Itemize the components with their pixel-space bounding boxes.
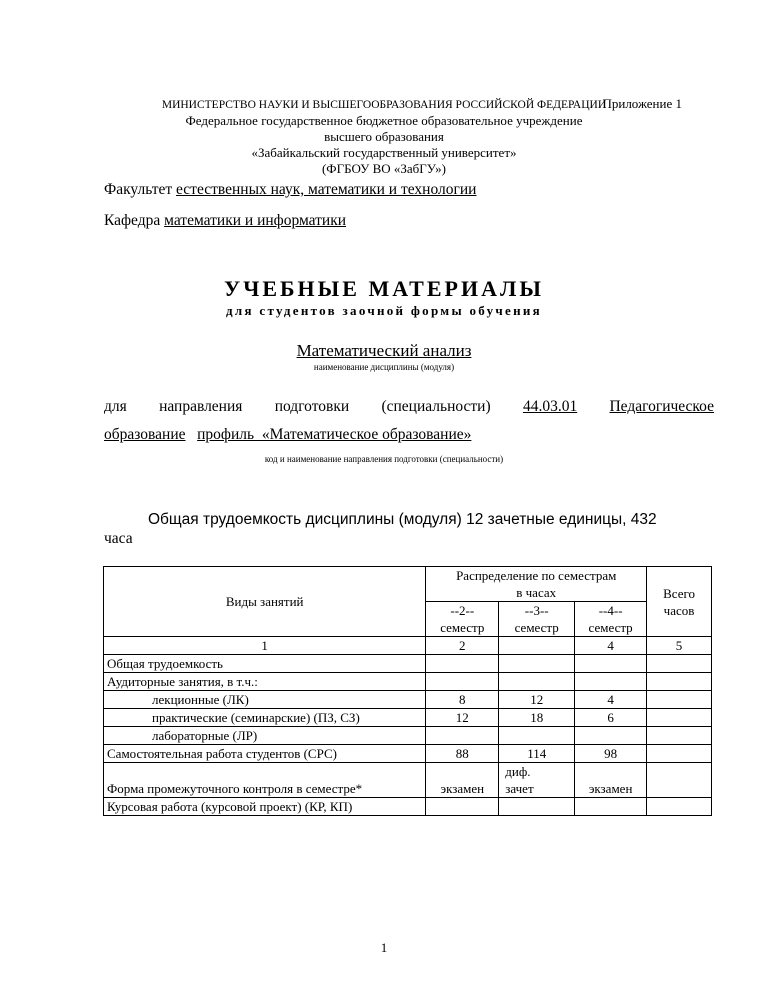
faculty-value: естественных наук, математики и технологии <box>176 181 477 198</box>
table-row <box>104 673 712 691</box>
control-total <box>647 763 712 798</box>
ministry-name: МИНИСТЕРСТВО НАУКИ И ВЫСШЕГООБРАЗОВАНИЯ РОССИЙСКОЙ ФЕДЕРАЦИИ <box>161 99 607 111</box>
semester-2-num: --2-- <box>450 603 475 618</box>
course-sem2 <box>426 798 499 816</box>
row-label: Общая трудоемкость <box>104 655 426 673</box>
row-label: Самостоятельная работа студентов (СРС) <box>104 745 426 763</box>
control-row <box>104 763 712 798</box>
course-sem4 <box>575 798 647 816</box>
semester-2-header <box>426 602 499 637</box>
control-sem3-line2: зачет <box>505 781 534 796</box>
cell-sem2 <box>426 655 499 673</box>
header-total-line1: Всего <box>663 585 695 601</box>
cell-sem2: 8 <box>426 691 499 709</box>
table-row <box>104 709 712 727</box>
header-distribution-line1: Распределение по семестрам <box>456 568 617 583</box>
semester-4-header <box>575 602 647 637</box>
total-workload-line1: Общая трудоемкость дисциплины (модуля) 12 зачетные единицы, 432 <box>148 511 657 528</box>
semester-3-header <box>499 602 575 637</box>
cell-sem3 <box>499 655 575 673</box>
control-sem3 <box>499 763 575 798</box>
cell-sem3: 114 <box>499 745 575 763</box>
direction-word: для <box>104 398 127 415</box>
cell-sem4 <box>575 727 647 745</box>
control-sem2: экзамен <box>426 763 499 798</box>
cell-sem2 <box>426 727 499 745</box>
document-subtitle: для студентов заочной формы обучения <box>226 303 542 318</box>
table-row <box>104 655 712 673</box>
header-total-line2: часов <box>663 602 695 618</box>
direction-word: (специальности) <box>381 398 491 415</box>
row-label: практические (семинарские) (ПЗ, СЗ) <box>104 709 426 727</box>
semester-4-num: --4-- <box>598 603 623 618</box>
university-name: «Забайкальский государственный университет» <box>251 145 517 160</box>
table-row <box>104 691 712 709</box>
appendix-label: Приложение 1 <box>602 96 682 111</box>
direction-word: подготовки <box>274 398 350 415</box>
table-row <box>104 727 712 745</box>
header-total <box>647 567 712 637</box>
direction-word-end: Педагогическое <box>609 398 714 415</box>
institution-line2: высшего образования <box>324 129 444 144</box>
faculty-line <box>104 181 476 199</box>
discipline-caption: наименование дисциплины (модуля) <box>313 362 455 372</box>
cell-total <box>647 655 712 673</box>
header-distribution <box>426 567 647 602</box>
cell-sem3: 18 <box>499 709 575 727</box>
cell-sem2: 12 <box>426 709 499 727</box>
department-value: математики и информатики <box>164 212 347 229</box>
course-total <box>647 798 712 816</box>
direction-line1 <box>104 398 714 416</box>
department-line <box>104 212 346 230</box>
cell-sem4: 4 <box>575 691 647 709</box>
document-title: УЧЕБНЫЕ МАТЕРИАЛЫ <box>224 276 544 301</box>
row-label: лабораторные (ЛР) <box>104 727 426 745</box>
cell-sem3 <box>499 673 575 691</box>
cell-total <box>647 691 712 709</box>
direction-word: направления <box>159 398 243 415</box>
index-row <box>104 637 712 655</box>
total-workload-line2: часа <box>104 530 133 547</box>
cell-total <box>647 673 712 691</box>
row-label: лекционные (ЛК) <box>104 691 426 709</box>
institution-line1: Федеральное государственное бюджетное образовательное учреждение <box>185 113 583 128</box>
index-cell: 4 <box>575 637 647 655</box>
direction-profile: профиль «Математическое образование» <box>197 426 472 443</box>
row-label: Аудиторные занятия, в т.ч.: <box>104 673 426 691</box>
header-distribution-line2: в часах <box>516 585 557 600</box>
semester-4-word: семестр <box>588 620 633 635</box>
cell-total <box>647 727 712 745</box>
direction-line2-start: образование <box>104 426 186 443</box>
cell-sem4: 6 <box>575 709 647 727</box>
course-row <box>104 798 712 816</box>
control-sem3-line1: диф. <box>505 764 531 779</box>
header-activity: Виды занятий <box>104 567 426 637</box>
course-sem3 <box>499 798 575 816</box>
university-abbr: (ФГБОУ ВО «ЗабГУ») <box>321 161 447 176</box>
institution-header <box>0 98 768 177</box>
cell-sem2: 88 <box>426 745 499 763</box>
index-cell: 5 <box>647 637 712 655</box>
cell-sem4 <box>575 655 647 673</box>
semester-2-word: семестр <box>440 620 485 635</box>
faculty-label: Факультет <box>104 181 173 198</box>
cell-sem4: 98 <box>575 745 647 763</box>
control-label: Форма промежуточного контроля в семестре* <box>104 763 426 798</box>
discipline-name: Математический анализ <box>296 341 472 360</box>
direction-line2 <box>104 426 471 444</box>
semester-3-num: --3-- <box>524 603 549 618</box>
index-cell <box>499 637 575 655</box>
index-cell: 1 <box>104 637 426 655</box>
department-label: Кафедра <box>104 212 161 229</box>
cell-total <box>647 745 712 763</box>
direction-caption: код и наименование направления подготовки (специальности) <box>264 454 504 464</box>
control-sem4: экзамен <box>575 763 647 798</box>
course-label: Курсовая работа (курсовой проект) (КР, КП) <box>104 798 426 816</box>
table-row <box>104 745 712 763</box>
cell-total <box>647 709 712 727</box>
semester-3-word: семестр <box>514 620 559 635</box>
cell-sem4 <box>575 673 647 691</box>
cell-sem2 <box>426 673 499 691</box>
index-cell: 2 <box>426 637 499 655</box>
cell-sem3 <box>499 727 575 745</box>
page-number: 1 <box>380 940 388 955</box>
direction-code: 44.03.01 <box>522 398 578 415</box>
hours-table <box>103 566 712 816</box>
cell-sem3: 12 <box>499 691 575 709</box>
